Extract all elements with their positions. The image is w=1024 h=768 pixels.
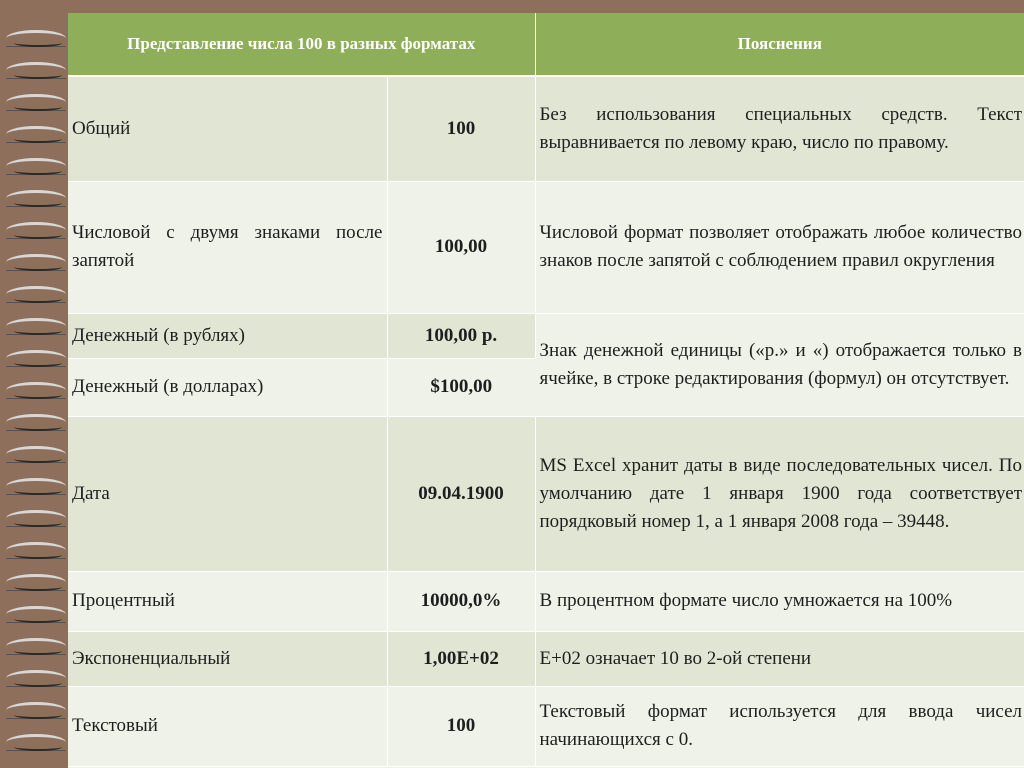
table-row	[68, 416, 1024, 571]
format-note: MS Excel хранит даты в виде последовательных чисел. По умолчанию дате 1 января 1900 года соответствует порядковый номер 1, а 1 января 2008 года – 39448.	[535, 416, 1024, 571]
format-value: 100	[387, 76, 535, 181]
format-name: Денежный (в рублях)	[68, 313, 387, 358]
format-name: Денежный (в долларах)	[68, 358, 387, 416]
format-value: 10000,0%	[387, 571, 535, 631]
format-name: Общий	[68, 76, 387, 181]
format-name: Числовой с двумя знаками после запятой	[68, 181, 387, 313]
table-row	[68, 181, 1024, 313]
format-note: В процентном формате число умножается на 100%	[535, 571, 1024, 631]
format-note: Знак денежной единицы («р.» и «) отображается только в ячейке, в строке редактирования (формул) он отсутствует.	[535, 313, 1024, 416]
format-note: Текстовый формат используется для ввода чисел начинающихся с 0.	[535, 686, 1024, 766]
format-note: Без использования специальных средств. Текст выравнивается по левому краю, число по правому.	[535, 76, 1024, 181]
format-note: E+02 означает 10 во 2-ой степени	[535, 631, 1024, 686]
format-value: 100,00	[387, 181, 535, 313]
spiral-binding	[0, 0, 68, 768]
table-row	[68, 76, 1024, 181]
format-value: 1,00E+02	[387, 631, 535, 686]
table-row	[68, 631, 1024, 686]
format-value: 100,00 р.	[387, 313, 535, 358]
format-value: 09.04.1900	[387, 416, 535, 571]
header-notes: Пояснения	[535, 13, 1024, 76]
formats-table	[68, 13, 1024, 767]
format-note: Числовой формат позволяет отображать любое количество знаков после запятой с соблюдением правил округления	[535, 181, 1024, 313]
format-name: Дата	[68, 416, 387, 571]
format-name: Экспоненциальный	[68, 631, 387, 686]
table-header-row	[68, 13, 1024, 76]
table-row	[68, 686, 1024, 766]
table-row	[68, 313, 1024, 358]
formats-table-container	[68, 13, 1024, 768]
format-value: $100,00	[387, 358, 535, 416]
format-name: Процентный	[68, 571, 387, 631]
table-row	[68, 571, 1024, 631]
format-name: Текстовый	[68, 686, 387, 766]
format-value: 100	[387, 686, 535, 766]
header-format: Представление числа 100 в разных форматах	[68, 13, 535, 76]
